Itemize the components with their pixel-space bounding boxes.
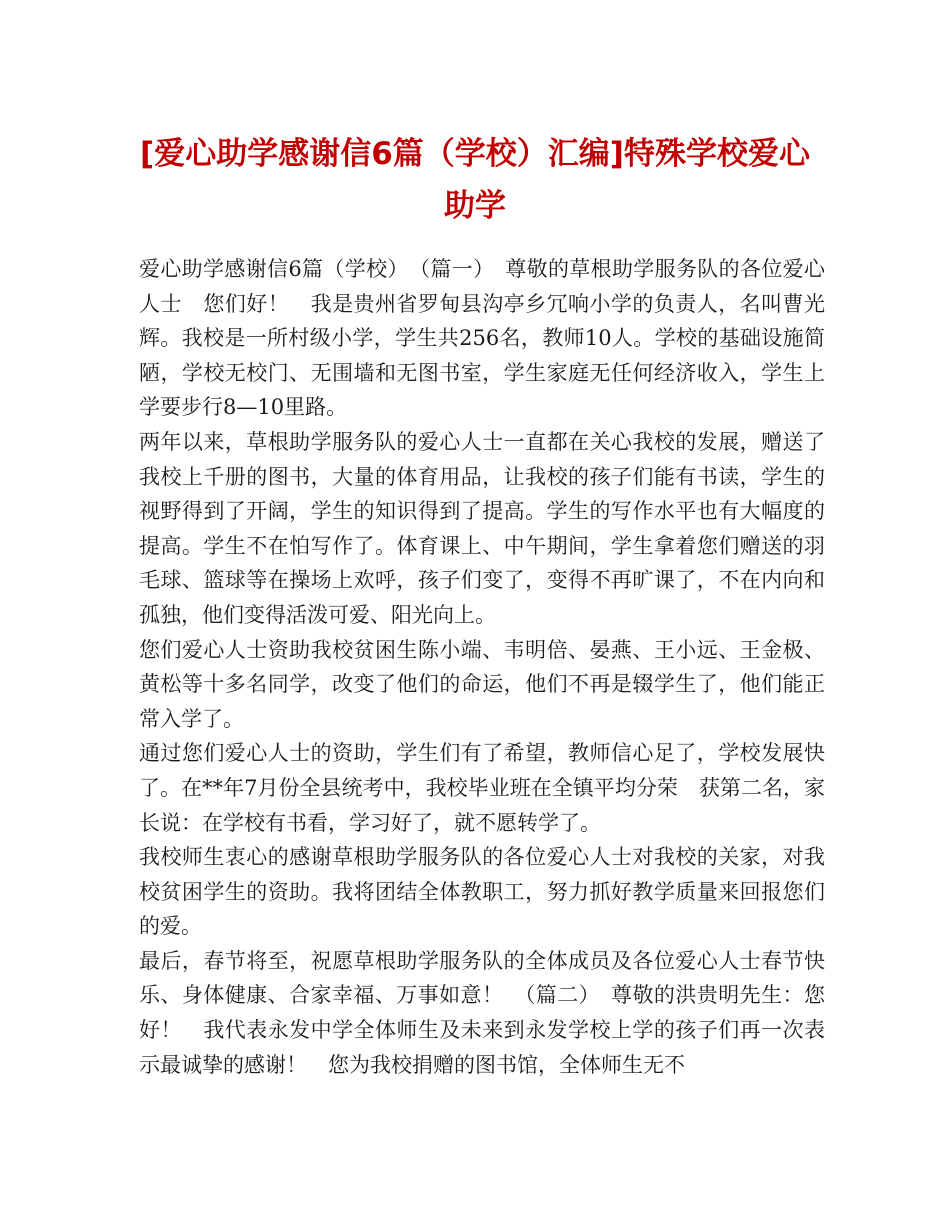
paragraph-3: 您们爱心人士资助我校贫困生陈小端、韦明倍、晏燕、王小远、王金极、黄松等十多名同学，改变了他们的命运，他们不再是辍学生了，他们能正常入学了。 bbox=[139, 637, 825, 731]
document-body bbox=[139, 252, 825, 1082]
paragraph-5: 我校师生衷心的感谢草根助学服务队的各位爱心人士对我校的关家，对我校贫困学生的资助。我将团结全体教职工，努力抓好教学质量来回报您们的爱。 bbox=[139, 845, 825, 939]
paragraph-6: 最后，春节将至，祝愿草根助学服务队的全体成员及各位爱心人士春节快乐、身体健康、合家幸福、万事如意！ （篇二） 尊敬的洪贵明先生：您好！ 我代表永发中学全体师生及未来到永发学校上学的孩子们再一次表示最诚挚的感谢！ 您为我校捐赠的图书馆，全体师生无不 bbox=[139, 948, 825, 1077]
document-title: [爱心助学感谢信6篇（学校）汇编]特殊学校爱心助学 bbox=[140, 136, 810, 224]
paragraph-1: 爱心助学感谢信6篇（学校） （篇一） 尊敬的草根助学服务队的各位爱心人士 您们好！ 我是贵州省罗甸县沟亭乡冗响小学的负责人，名叫曹光辉。我校是一所村级小学，学生共256名，教师10人。学校的基础设施简陋，学校无校门、无围墙和无图书室，学生家庭无任何经济收入，学生上学要步行8—10里路。 bbox=[139, 257, 825, 420]
paragraph-4: 通过您们爱心人士的资助，学生们有了希望，教师信心足了，学校发展快了。在**年7月份全县统考中，我校毕业班在全镇平均分荣 获第二名，家长说：在学校有书看，学习好了，就不愿转学了。 bbox=[139, 741, 825, 835]
paragraph-2: 两年以来，草根助学服务队的爱心人士一直都在关心我校的发展，赠送了我校上千册的图书，大量的体育用品，让我校的孩子们能有书读，学生的视野得到了开阔，学生的知识得到了提高。学生的写作水平也有大幅度的提高。学生不在怕写作了。体育课上、中午期间，学生拿着您们赠送的羽毛球、篮球等在操场上欢呼，孩子们变了，变得不再旷课了，不在内向和孤独，他们变得活泼可爱、阳光向上。 bbox=[139, 429, 825, 627]
